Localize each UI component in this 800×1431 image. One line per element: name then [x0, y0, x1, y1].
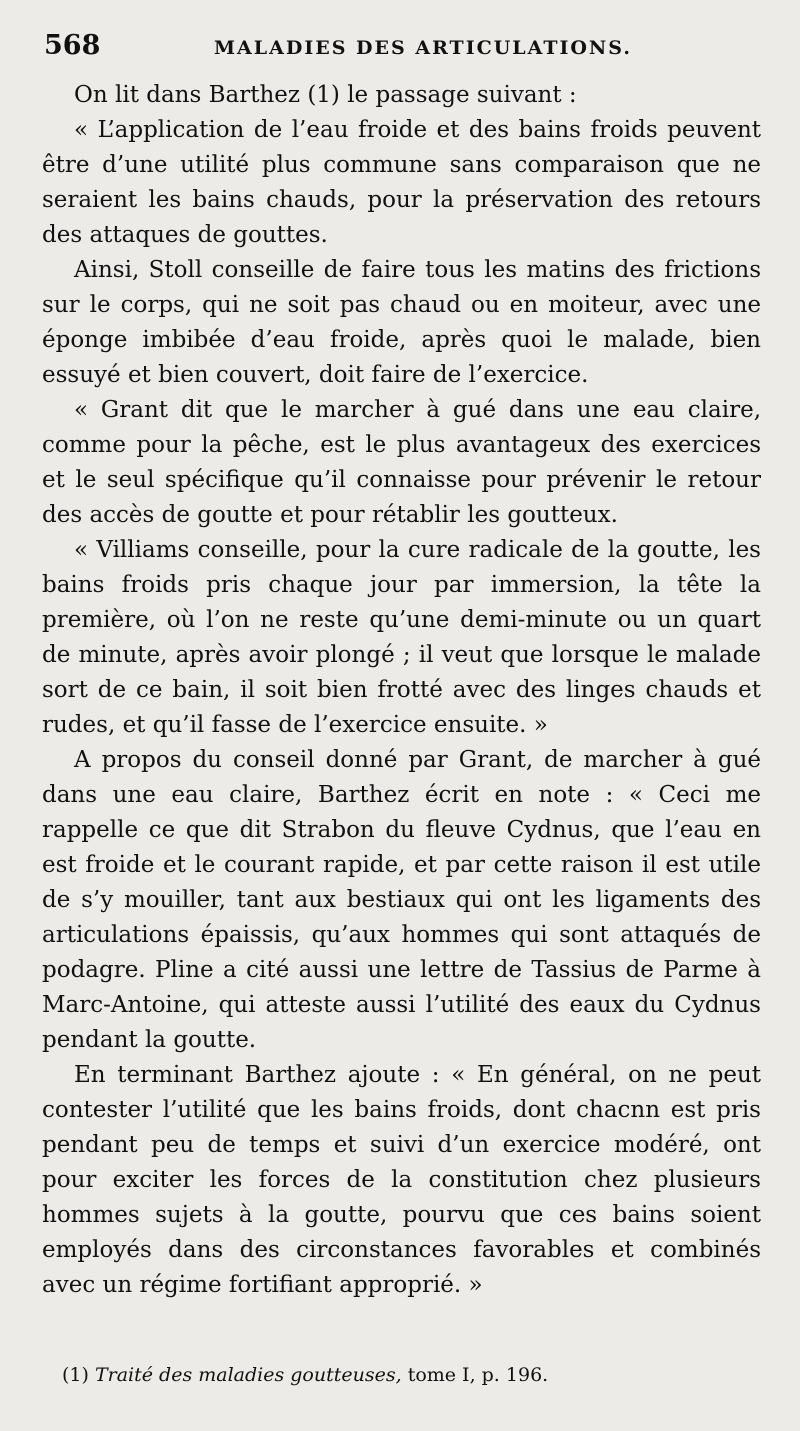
paragraph: « L’application de l’eau froide et des bains froids peuvent être d’une utilité plus commune sans comparaison que ne seraient les bains chauds, pour la préservation des retours des attaques de gouttes. — [42, 117, 761, 248]
footnote — [62, 1362, 762, 1388]
page-number: 568 — [44, 30, 101, 61]
page-header — [44, 30, 764, 70]
paragraph: « Villiams conseille, pour la cure radicale de la goutte, les bains froids pris chaque jour par immersion, la tête la première, où l’on ne reste qu’une demi-minute ou un quart de minute, après avoir plongé ; il veut que lorsque le malade sort de ce bain, il soit bien frotté avec des linges chauds et rudes, et qu’il fasse de l’exercice ensuite. » — [42, 537, 761, 738]
body-text — [42, 78, 761, 1303]
running-head: MALADIES DES ARTICULATIONS. — [214, 37, 632, 59]
footnote-title: Traité des maladies goutteuses, — [94, 1364, 402, 1386]
footnote-marker: (1) — [62, 1364, 89, 1386]
paragraph: « Grant dit que le marcher à gué dans une eau claire, comme pour la pêche, est le plus avantageux des exercices et le seul spécifique qu’il connaisse pour prévenir le retour des accès de goutte et pour rétablir les goutteux. — [42, 397, 761, 528]
paragraph: A propos du conseil donné par Grant, de marcher à gué dans une eau claire, Barthez écrit en note : « Ceci me rappelle ce que dit Strabon du fleuve Cydnus, que l’eau en est froide et le courant rapide, et par cette raison il est utile de s’y mouiller, tant aux bestiaux qui ont les ligaments des articulations épaissis, qu’aux hommes qui sont attaqués de podagre. Pline a cité aussi une lettre de Tassius de Parme à Marc-Antoine, qui atteste aussi l’utilité des eaux du Cydnus pendant la goutte. — [42, 747, 761, 1053]
paragraph: Ainsi, Stoll conseille de faire tous les matins des frictions sur le corps, qui ne soit pas chaud ou en moiteur, avec une éponge imbibée d’eau froide, après quoi le malade, bien essuyé et bien couvert, doit faire de l’exercice. — [42, 257, 761, 388]
footnote-reference: tome I, p. 196. — [407, 1364, 549, 1386]
paragraph: On lit dans Barthez (1) le passage suivant : — [74, 82, 577, 108]
paragraph: En terminant Barthez ajoute : « En général, on ne peut contester l’utilité que les bains froids, dont chacnn est pris pendant peu de temps et suivi d’un exercice modéré, ont pour exciter les forces de la constitution chez plusieurs hommes sujets à la goutte, pourvu que ces bains soient employés dans des circonstances favorables et combinés avec un régime fortifiant approprié. » — [42, 1062, 761, 1298]
